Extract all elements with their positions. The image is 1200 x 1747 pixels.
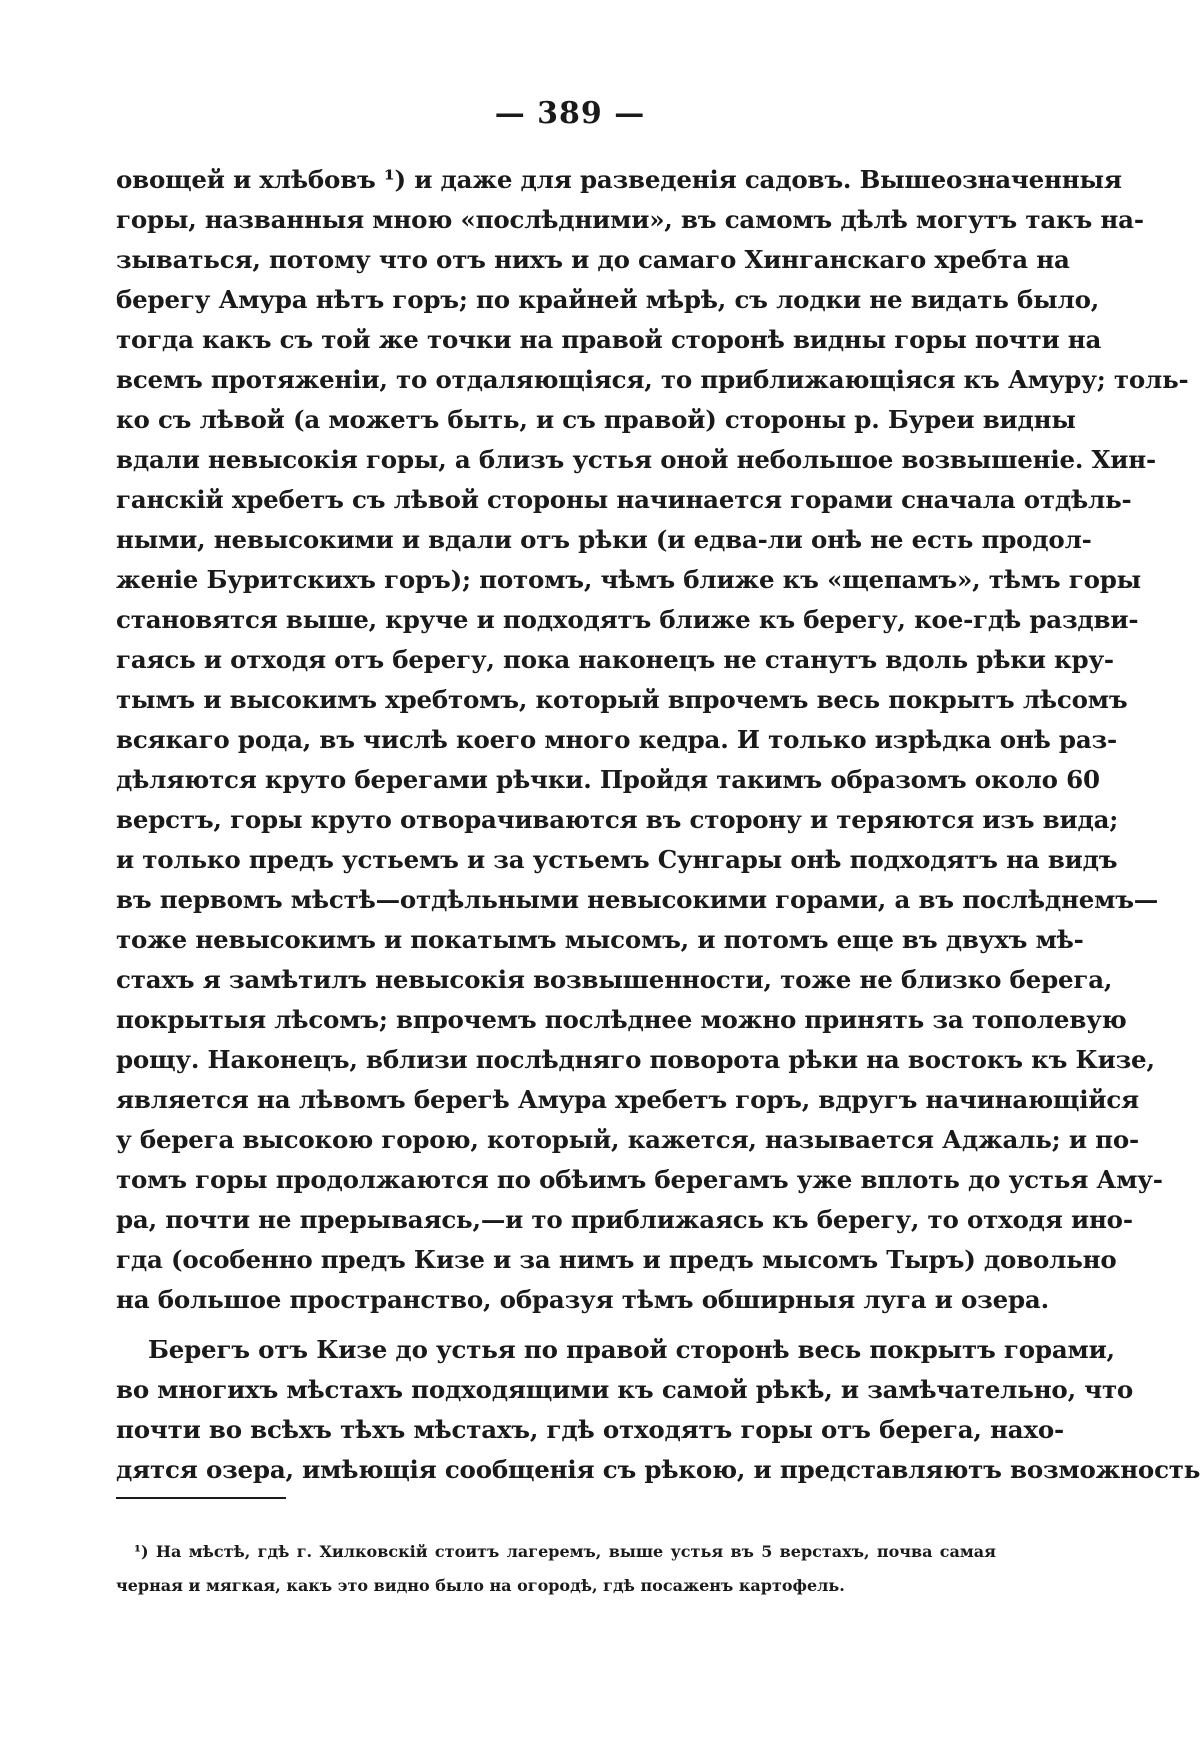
text-line: верстъ, горы круто отворачиваются въ сторону и теряются изъ вида; xyxy=(116,805,1119,834)
text-line: тымъ и высокимъ хребтомъ, который впрочемъ весь покрытъ лѣсомъ xyxy=(116,685,1128,714)
text-line: ко съ лѣвой (а можетъ быть, и съ правой) стороны р. Буреи видны xyxy=(116,405,1076,434)
page-number: — 389 — xyxy=(494,96,646,131)
text-line: почти во всѣхъ тѣхъ мѣстахъ, гдѣ отходятъ горы отъ берега, нахо- xyxy=(116,1415,1064,1444)
text-line: покрытыя лѣсомъ; впрочемъ послѣднее можно принять за тополевую xyxy=(116,1005,1127,1034)
footnote-line: ¹) На мѣстѣ, гдѣ г. Хилковскій стоитъ лагеремъ, выше устья въ 5 верстахъ, почва самая xyxy=(134,1542,996,1561)
text-line: Берегъ отъ Кизе до устья по правой сторонѣ весь покрытъ горами, xyxy=(148,1335,1115,1364)
text-line: всемъ протяженіи, то отдаляющіяся, то приближающіяся къ Амуру; толь- xyxy=(116,365,1189,394)
text-line: является на лѣвомъ берегѣ Амура хребетъ горъ, вдругъ начинающійся xyxy=(116,1085,1139,1114)
footnote-line: черная и мягкая, какъ это видно было на огородѣ, гдѣ посаженъ картофель. xyxy=(116,1576,845,1595)
text-line: гаясь и отходя отъ берегу, пока наконецъ не станутъ вдоль рѣки кру- xyxy=(116,645,1114,674)
text-line: вдали невысокія горы, а близъ устья оной небольшое возвышеніе. Хин- xyxy=(116,445,1156,474)
text-line: томъ горы продолжаются по обѣимъ берегамъ уже вплоть до устья Аму- xyxy=(116,1165,1163,1194)
text-line: зываться, потому что отъ нихъ и до самаго Хинганскаго хребта на xyxy=(116,245,1070,274)
footnote xyxy=(116,1535,996,1603)
text-line: во многихъ мѣстахъ подходящими къ самой рѣкѣ, и замѣчательно, что xyxy=(116,1375,1134,1404)
text-line: въ первомъ мѣстѣ—отдѣльными невысокими горами, а въ послѣднемъ— xyxy=(116,885,1159,914)
text-line: берегу Амура нѣтъ горъ; по крайней мѣрѣ, съ лодки не видать было, xyxy=(116,285,1100,314)
text-line: на большое пространство, образуя тѣмъ обширныя луга и озера. xyxy=(116,1285,1049,1314)
text-line: стахъ я замѣтилъ невысокія возвышенности, тоже не близко берега, xyxy=(116,965,1113,994)
text-line: тогда какъ съ той же точки на правой сторонѣ видны горы почти на xyxy=(116,325,1102,354)
text-line: дѣляются круто берегами рѣчки. Пройдя такимъ образомъ около 60 xyxy=(116,765,1100,794)
paragraph-gap xyxy=(116,1320,996,1330)
text-line: овощей и хлѣбовъ ¹) и даже для разведенія садовъ. Вышеозначенныя xyxy=(116,165,1122,194)
text-line: дятся озера, имѣющія сообщенія съ рѣкою, и представляютъ возможность xyxy=(116,1455,1200,1484)
text-line: у берега высокою горою, который, кажется, называется Аджаль; и по- xyxy=(116,1125,1139,1154)
text-line: ра, почти не прерываясь,—и то приближаясь къ берегу, то отходя ино- xyxy=(116,1205,1133,1234)
text-line: рощу. Наконецъ, вблизи послѣдняго поворота рѣки на востокъ къ Кизе, xyxy=(116,1045,1155,1074)
footnote-divider xyxy=(116,1497,286,1499)
text-line: ными, невысокими и вдали отъ рѣки (и едва-ли онѣ не есть продол- xyxy=(116,525,1092,554)
text-line: женіе Буритскихъ горъ); потомъ, чѣмъ ближе къ «щепамъ», тѣмъ горы xyxy=(116,565,1142,594)
text-line: становятся выше, круче и подходятъ ближе къ берегу, кое-гдѣ раздви- xyxy=(116,605,1139,634)
text-line: всякаго рода, въ числѣ коего много кедра. И только изрѣдка онѣ раз- xyxy=(116,725,1117,754)
text-line: горы, названныя мною «послѣдними», въ самомъ дѣлѣ могутъ такъ на- xyxy=(116,205,1144,234)
main-text xyxy=(116,160,1200,1490)
text-line: тоже невысокимъ и покатымъ мысомъ, и потомъ еще въ двухъ мѣ- xyxy=(116,925,1084,954)
text-line: и только предъ устьемъ и за устьемъ Сунгары онѣ подходятъ на видъ xyxy=(116,845,1118,874)
text-line: гда (особенно предъ Кизе и за нимъ и предъ мысомъ Тыръ) довольно xyxy=(116,1245,1117,1274)
text-line: ганскій хребетъ съ лѣвой стороны начинается горами сначала отдѣль- xyxy=(116,485,1132,514)
